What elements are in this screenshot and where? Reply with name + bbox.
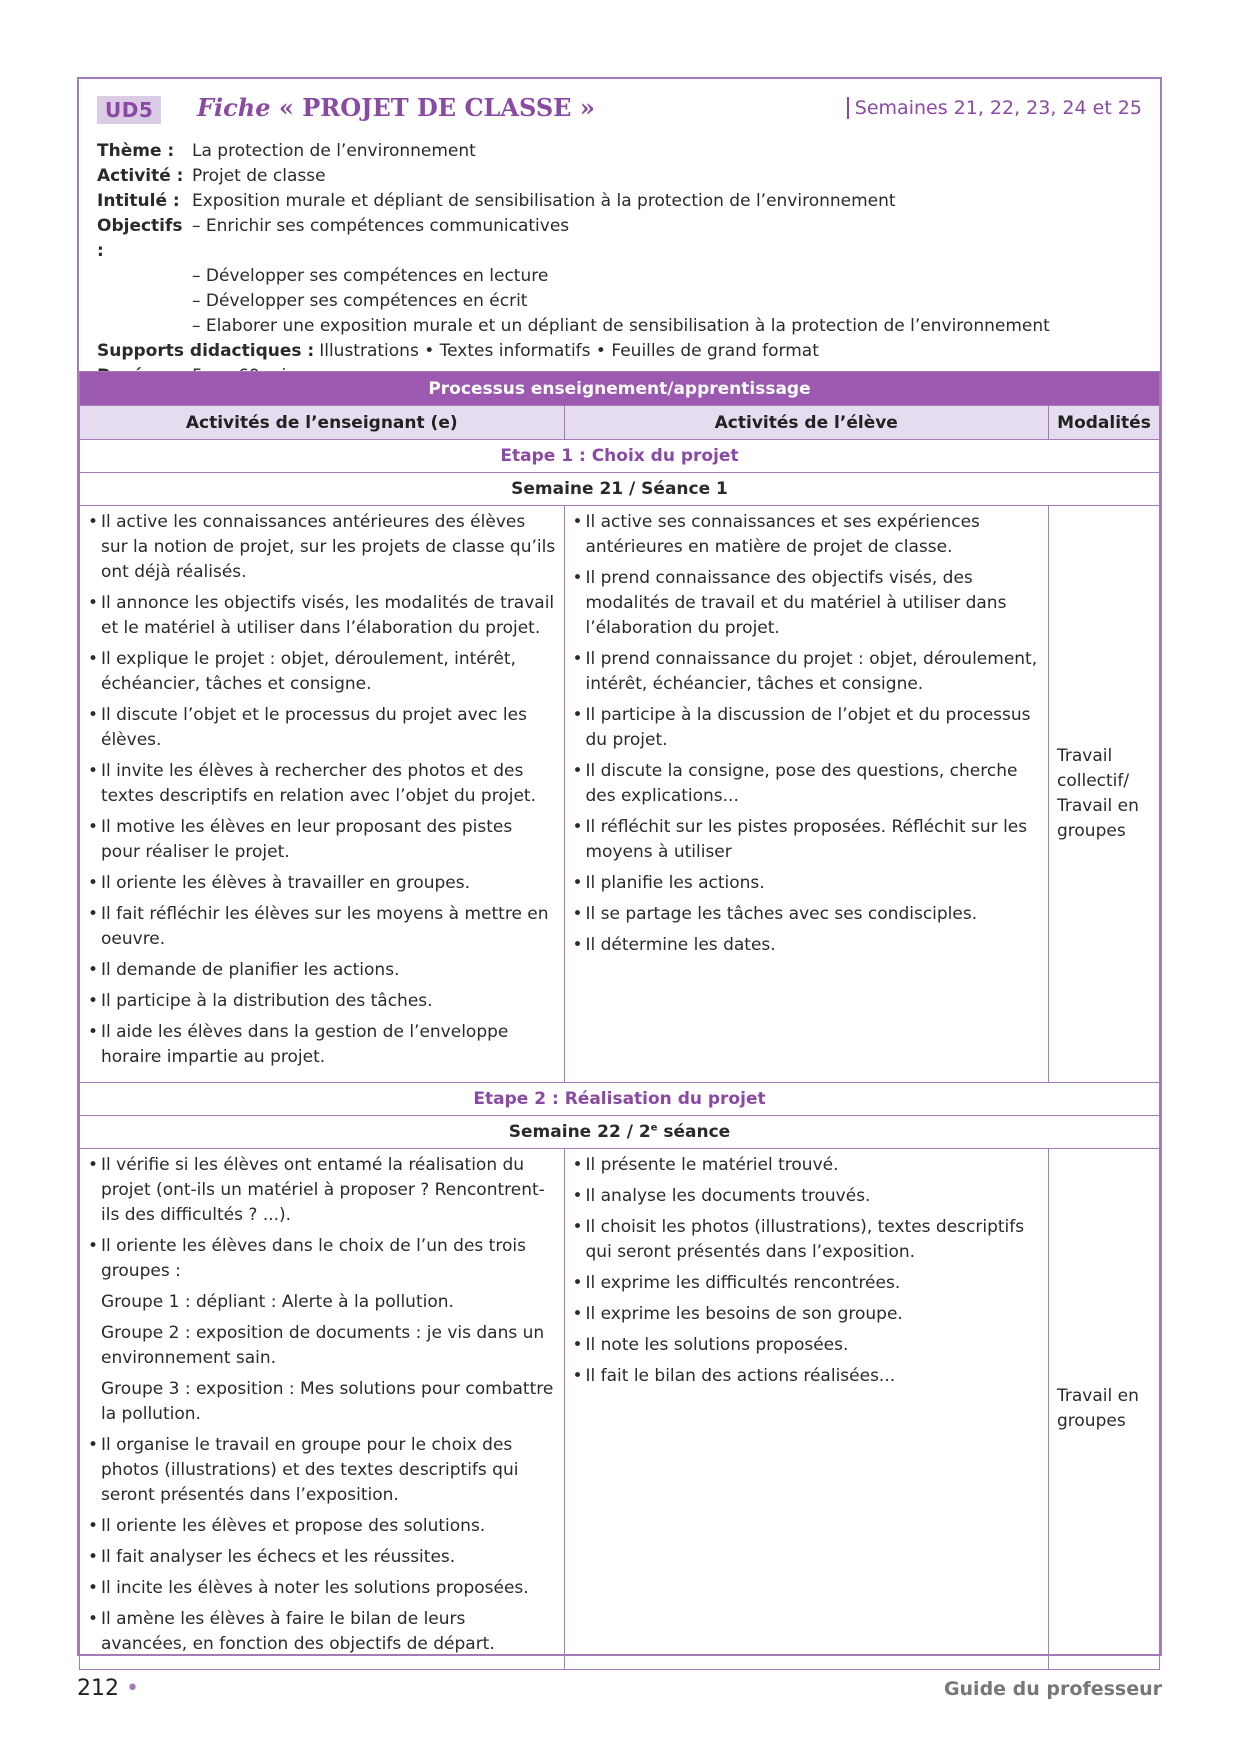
objectif-4: – Elaborer une exposition murale et un dépliant de sensibilisation à la protection de l’environnement bbox=[192, 316, 1050, 336]
student-activity-item: • Il exprime les difficultés rencontrées. bbox=[573, 1271, 1041, 1296]
teacher-activity-item: • Il organise le travail en groupe pour le choix des photos (illustrations) et des textes descriptifs qui seront présentés dans l’exposition. bbox=[88, 1433, 556, 1508]
objectif-3: – Développer ses compétences en écrit bbox=[192, 291, 528, 311]
student-activity-item: • Il présente le matériel trouvé. bbox=[573, 1153, 1041, 1178]
unit-badge: UD5 bbox=[97, 96, 161, 124]
student-activity-item: • Il prend connaissance du projet : objet, déroulement, intérêt, échéancier, tâches et consigne. bbox=[573, 647, 1041, 697]
teacher-activity-item: • Il aide les élèves dans la gestion de l’enveloppe horaire impartie au projet. bbox=[88, 1020, 556, 1070]
process-table bbox=[79, 371, 1160, 1670]
teacher-activity-item: • Il vérifie si les élèves ont entamé la réalisation du projet (ont-ils un matériel à proposer ? Rencontrent-ils des difficultés ? ...). bbox=[88, 1153, 556, 1228]
student-activity-item: • Il prend connaissance des objectifs visés, des modalités de travail et du matériel à utiliser dans l’élaboration du projet. bbox=[573, 566, 1041, 641]
student-activity-item: • Il choisit les photos (illustrations), textes descriptifs qui seront présentés dans l’exposition. bbox=[573, 1215, 1041, 1265]
footer-title: Guide du professeur bbox=[943, 1678, 1162, 1700]
theme-label: Thème : bbox=[97, 141, 175, 161]
group-item: Groupe 2 : exposition de documents : je vis dans un environnement sain. bbox=[101, 1323, 545, 1368]
student-activities-2 bbox=[564, 1149, 1049, 1670]
modalites-2: Travail en groupes bbox=[1049, 1149, 1160, 1670]
objectifs-label: Objectifs : bbox=[97, 216, 183, 261]
teacher-activities-2 bbox=[80, 1149, 565, 1670]
teacher-activity-item: • Il demande de planifier les actions. bbox=[88, 958, 556, 983]
teacher-activity-item: • Il explique le projet : objet, déroulement, intérêt, échéancier, tâches et consigne. bbox=[88, 647, 556, 697]
teacher-activity-item: • Il invite les élèves à rechercher des photos et des textes descriptifs en relation avec l’objet du projet. bbox=[88, 759, 556, 809]
student-activity-item: • Il note les solutions proposées. bbox=[573, 1333, 1041, 1358]
student-activity-item: • Il discute la consigne, pose des questions, cherche des explications... bbox=[573, 759, 1041, 809]
student-activity-item: • Il participe à la discussion de l’objet et du processus du projet. bbox=[573, 703, 1041, 753]
sheet-info bbox=[97, 139, 1142, 389]
col-student-header: Activités de l’élève bbox=[564, 406, 1049, 440]
teacher-activity-item: • Il oriente les élèves dans le choix de l’un des trois groupes : bbox=[88, 1234, 556, 1284]
seance-1-title: Semaine 21 / Séance 1 bbox=[80, 473, 1160, 506]
teacher-activity-item: • Il annonce les objectifs visés, les modalités de travail et le matériel à utiliser dans l’élaboration du projet. bbox=[88, 591, 556, 641]
student-activity-item: • Il analyse les documents trouvés. bbox=[573, 1184, 1041, 1209]
page-number bbox=[77, 1676, 139, 1701]
teacher-activity-item: • Il oriente les élèves et propose des solutions. bbox=[88, 1514, 556, 1539]
weeks-label: Semaines 21, 22, 23, 24 et 25 bbox=[847, 97, 1142, 119]
sheet-title bbox=[197, 93, 595, 122]
objectif-1: – Enrichir ses compétences communicatives bbox=[192, 216, 570, 236]
seance-2-text: Semaine 22 / 2e séance bbox=[508, 1122, 731, 1142]
objectif-2: – Développer ses compétences en lecture bbox=[192, 266, 549, 286]
theme-value: La protection de l’environnement bbox=[192, 141, 476, 161]
student-activity-item: • Il détermine les dates. bbox=[573, 933, 1041, 958]
title-text: « PROJET DE CLASSE » bbox=[278, 93, 595, 122]
activite-value: Projet de classe bbox=[192, 166, 326, 186]
seance-2-title bbox=[80, 1116, 1160, 1149]
sheet-header bbox=[97, 93, 1142, 127]
student-activities-1 bbox=[564, 506, 1049, 1083]
group-item: Groupe 1 : dépliant : Alerte à la pollution. bbox=[101, 1292, 454, 1312]
student-activity-item: • Il réfléchit sur les pistes proposées. Réfléchit sur les moyens à utiliser bbox=[573, 815, 1041, 865]
teacher-activity-item: • Il fait réfléchir les élèves sur les moyens à mettre en oeuvre. bbox=[88, 902, 556, 952]
teacher-activity-item: • Il motive les élèves en leur proposant des pistes pour réaliser le projet. bbox=[88, 815, 556, 865]
student-activity-item: • Il planifie les actions. bbox=[573, 871, 1041, 896]
etape-1-title: Etape 1 : Choix du projet bbox=[80, 440, 1160, 473]
lesson-sheet bbox=[77, 77, 1162, 1656]
student-activity-item: • Il exprime les besoins de son groupe. bbox=[573, 1302, 1041, 1327]
teacher-activity-item: • Il amène les élèves à faire le bilan de leurs avancées, en fonction des objectifs de départ. bbox=[88, 1607, 556, 1657]
intitule-value: Exposition murale et dépliant de sensibilisation à la protection de l’environnement bbox=[192, 191, 896, 211]
col-teacher-header: Activités de l’enseignant (e) bbox=[80, 406, 565, 440]
process-title: Processus enseignement/apprentissage bbox=[80, 372, 1160, 406]
page-number-text: 212 bbox=[77, 1676, 119, 1701]
teacher-activity-item: • Il oriente les élèves à travailler en groupes. bbox=[88, 871, 556, 896]
page-bullet: • bbox=[126, 1676, 139, 1701]
teacher-activity-item: • Il incite les élèves à noter les solutions proposées. bbox=[88, 1576, 556, 1601]
intitule-label: Intitulé : bbox=[97, 191, 180, 211]
activite-label: Activité : bbox=[97, 166, 184, 186]
teacher-activity-item: • Il discute l’objet et le processus du projet avec les élèves. bbox=[88, 703, 556, 753]
supports-value: Illustrations • Textes informatifs • Feuilles de grand format bbox=[319, 341, 819, 361]
teacher-activities-1 bbox=[80, 506, 565, 1083]
student-activity-item: • Il active ses connaissances et ses expériences antérieures en matière de projet de classe. bbox=[573, 510, 1041, 560]
supports-label: Supports didactiques : bbox=[97, 341, 315, 361]
etape-2-title: Etape 2 : Réalisation du projet bbox=[80, 1083, 1160, 1116]
teacher-activity-item: • Il participe à la distribution des tâches. bbox=[88, 989, 556, 1014]
teacher-activity-item: • Il active les connaissances antérieures des élèves sur la notion de projet, sur les projets de classe qu’ils ont déjà réalisés. bbox=[88, 510, 556, 585]
modalites-1: Travail collectif/ Travail en groupes bbox=[1049, 506, 1160, 1083]
student-activity-item: • Il se partage les tâches avec ses condisciples. bbox=[573, 902, 1041, 927]
group-item: Groupe 3 : exposition : Mes solutions pour combattre la pollution. bbox=[101, 1379, 554, 1424]
teacher-activity-item: • Il fait analyser les échecs et les réussites. bbox=[88, 1545, 556, 1570]
student-activity-item: • Il fait le bilan des actions réalisées... bbox=[573, 1364, 1041, 1389]
title-prefix: Fiche bbox=[197, 93, 271, 122]
col-modalites-header: Modalités bbox=[1049, 406, 1160, 440]
